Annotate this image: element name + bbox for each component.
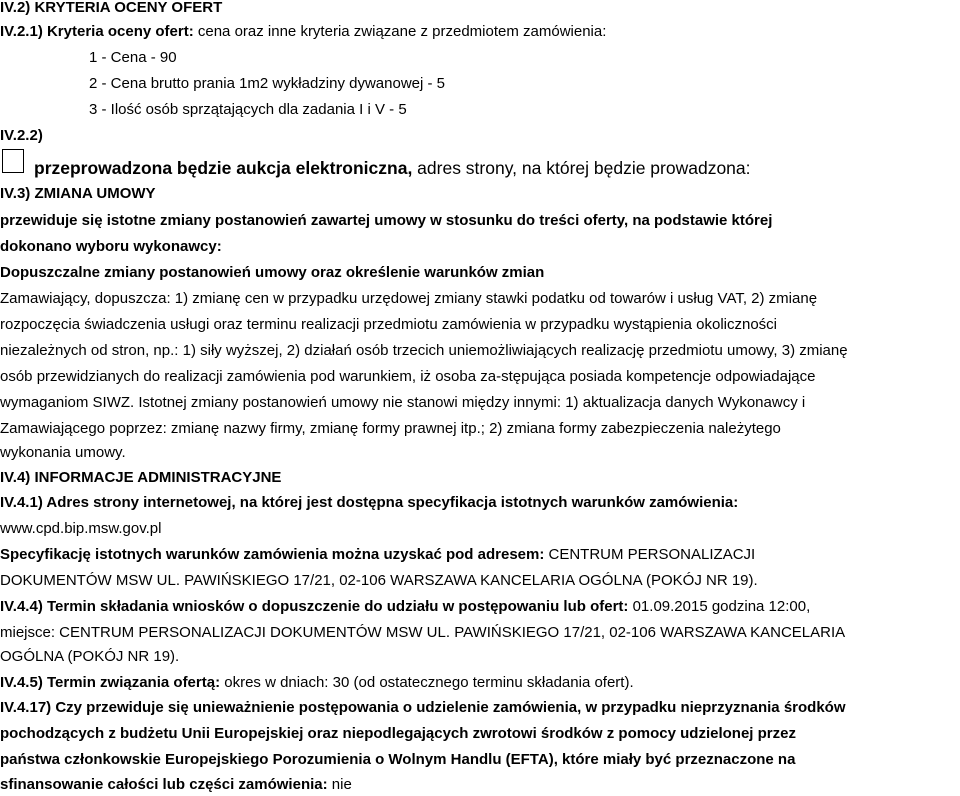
contract-change-intro: dokonano wyboru wykonawcy:: [0, 238, 222, 255]
contract-change-body-line: osób przewidzianych do realizacji zamówienia pod warunkiem, iż osoba za-stępująca posiada kompetencje odpowiadające: [0, 368, 816, 385]
annulment-question-line: pochodzących z budżetu Unii Europejskiej oraz niepodlegających zwrotowi środków z pomocy udzielonej przez: [0, 725, 796, 742]
auction-rest-text: adres strony, na której będzie prowadzona:: [412, 158, 751, 178]
criterion-item: 1 - Cena - 90: [89, 49, 177, 66]
section-heading-iv3: IV.3) ZMIANA UMOWY: [0, 185, 156, 202]
criteria-label: IV.2.1) Kryteria oceny ofert:: [0, 23, 194, 40]
contract-change-body-line: wykonania umowy.: [0, 444, 126, 461]
section-heading-iv4: IV.4) INFORMACJE ADMINISTRACYJNE: [0, 469, 282, 486]
annulment-question-label: sfinansowanie całości lub części zamówienia:: [0, 776, 328, 793]
deadline-value: 01.09.2015 godzina 12:00,: [628, 598, 811, 615]
contract-change-intro: przewiduje się istotne zmiany postanowień zawartej umowy w stosunku do treści oferty, na podstawie której: [0, 212, 773, 229]
criteria-text: cena oraz inne kryteria związane z przedmiotem zamówienia:: [193, 23, 607, 40]
spec-website-url[interactable]: www.cpd.bip.msw.gov.pl: [0, 520, 162, 537]
annulment-answer: nie: [327, 776, 352, 793]
spec-address-value: CENTRUM PERSONALIZACJI: [544, 546, 756, 563]
auction-checkbox[interactable]: [2, 149, 24, 173]
criterion-item: 2 - Cena brutto prania 1m2 wykładziny dywanowej - 5: [89, 75, 446, 92]
auction-line: [34, 157, 751, 179]
binding-period-line: [0, 673, 634, 693]
criterion-item: 3 - Ilość osób sprzątających dla zadania I i V - 5: [89, 101, 407, 118]
contract-change-body-line: Zamawiającego poprzez: zmianę nazwy firmy, zmianę formy prawnej itp.; 2) zmiana formy zabezpieczenia należytego: [0, 420, 781, 437]
annulment-question-final: [0, 775, 352, 795]
contract-change-body-line: Zamawiający, dopuszcza: 1) zmianę cen w przypadku urzędowej zmiany stawki podatku od towarów i usług VAT, 2) zmianę: [0, 290, 818, 307]
contract-change-subheading: Dopuszczalne zmiany postanowień umowy oraz określenie warunków zmian: [0, 264, 545, 281]
deadline-label: IV.4.4) Termin składania wniosków o dopuszczenie do udziału w postępowaniu lub ofert:: [0, 598, 629, 615]
annulment-question-line: IV.4.17) Czy przewiduje się unieważnienie postępowania o udzielenie zamówienia, w przypadku nieprzyznania środków: [0, 699, 846, 716]
spec-address-value-cont: DOKUMENTÓW MSW UL. PAWIŃSKIEGO 17/21, 02-106 WARSZAWA KANCELARIA OGÓLNA (POKÓJ NR 19).: [0, 572, 758, 589]
spec-address-line: [0, 545, 755, 565]
criteria-line: [0, 22, 606, 42]
contract-change-body-line: niezależnych od stron, np.: 1) siły wyższej, 2) działań osób trzecich uniemożliwiających realizację przedmiotu umowy, 3) zmianę: [0, 342, 848, 359]
spec-address-label: Specyfikację istotnych warunków zamówienia można uzyskać pod adresem:: [0, 546, 545, 563]
auction-section-label: IV.2.2): [0, 127, 43, 144]
binding-period-value: okres w dniach: 30 (od ostatecznego terminu składania ofert).: [220, 674, 634, 691]
binding-period-label: IV.4.5) Termin związania ofertą:: [0, 674, 221, 691]
annulment-question-line: państwa członkowskie Europejskiego Porozumienia o Wolnym Handlu (EFTA), które miały być przeznaczone na: [0, 751, 796, 768]
contract-change-body-line: rozpoczęcia świadczenia usługi oraz terminu realizacji przedmiotu zamówienia w przypadku wystąpienia okoliczności: [0, 316, 778, 333]
spec-website-label: IV.4.1) Adres strony internetowej, na której jest dostępna specyfikacja istotnych warunków zamówienia:: [0, 494, 739, 511]
deadline-place: miejsce: CENTRUM PERSONALIZACJI DOKUMENTÓW MSW UL. PAWIŃSKIEGO 17/21, 02-106 WARSZAWA KANCELARIA: [0, 624, 846, 641]
contract-change-body-line: wymaganiom SIWZ. Istotnej zmiany postanowień umowy nie stanowi między innymi: 1) aktualizacja danych Wykonawcy i: [0, 394, 806, 411]
deadline-place-cont: OGÓLNA (POKÓJ NR 19).: [0, 648, 180, 665]
deadline-line: [0, 597, 810, 617]
auction-bold-text: przeprowadzona będzie aukcja elektroniczna,: [34, 158, 413, 178]
section-heading-iv2: IV.2) KRYTERIA OCENY OFERT: [0, 0, 223, 16]
